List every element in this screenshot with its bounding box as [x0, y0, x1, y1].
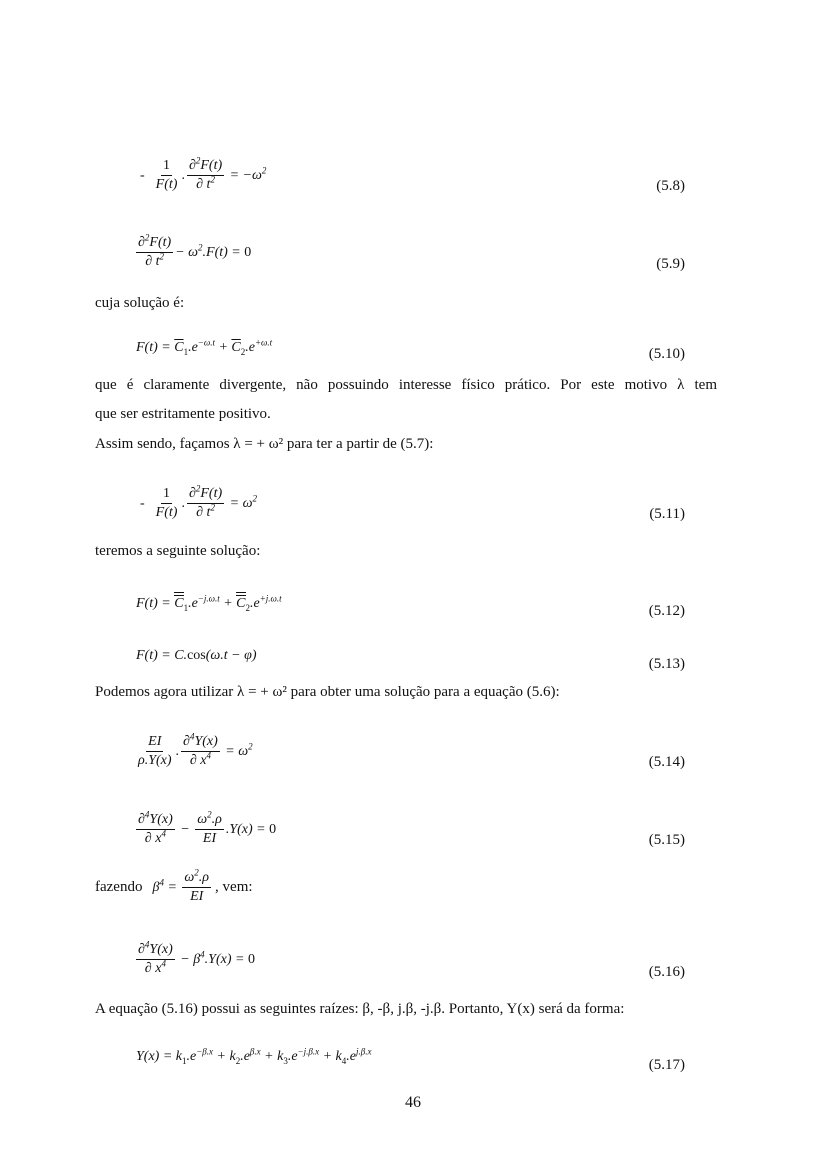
equation-number: (5.8) — [656, 178, 685, 194]
equation-5-16: $\frac{\partial^4Y(x)}{\partial x^4}$ − $\beta^4.Y(x) = 0$ — [138, 939, 255, 976]
paragraph: cuja solução é: — [95, 295, 185, 311]
equation-5-11: - $\frac{1}{F(t)}$ . $\frac{\partial^2F(t)}{\partial t^2}$ = $\omega^2$ — [140, 483, 257, 520]
paragraph: teremos a seguinte solução: — [95, 543, 261, 559]
equation-number: (5.11) — [649, 506, 685, 522]
paragraph: fazendo — [95, 879, 143, 895]
page-number: 46 — [405, 1094, 421, 1111]
paragraph: Assim sendo, façamos λ = + ω² para ter a partir de (5.7): — [95, 436, 434, 452]
equation-number: (5.15) — [648, 832, 685, 848]
equation-5-12: $F(t) = C_1.e^{-j.\omega.t} + C_2.e^{+j.\omega.t}$ — [136, 593, 282, 613]
paragraph: A equação (5.16) possui as seguintes raízes: β, -β, j.β, -j.β. Portanto, Y(x) será da forma: — [95, 1001, 625, 1017]
equation-5-13: F(t) = C.cos(ω.t − φ) — [136, 648, 257, 663]
equation-number: (5.9) — [656, 256, 685, 272]
equation-5-10: $F(t) = \overline{C}_1.e^{-\omega.t} + \overline{C}_2.e^{+\omega.t}$ — [136, 337, 273, 357]
equation-5-15: $\frac{\partial^4Y(x)}{\partial x^4}$ − $\frac{\omega^2.\rho}{EI}$ .Y(x) = 0 — [138, 809, 277, 846]
equation-5-17: $Y(x) = k_1.e^{-\beta.x} + k_2.e^{\beta.x} + k_3.e^{-j.\beta.x} + k_4.e^{j.\beta.x}$ — [136, 1046, 372, 1066]
paragraph: , vem: — [215, 879, 253, 895]
equation-5-8: - $\frac{1}{F(t)}$ . $\frac{\partial^2F(t)}{\partial t^2}$ = $-\omega^2$ — [140, 155, 267, 192]
equation-number: (5.13) — [648, 656, 685, 672]
equation-number: (5.10) — [648, 346, 685, 362]
paragraph: que ser estritamente positivo. — [95, 406, 271, 422]
equation-5-9: $\frac{\partial^2F(t)}{\partial t^2}$ − $\omega^2.F(t) = 0$ — [138, 232, 252, 269]
paragraph: que é claramente divergente, não possuindo interesse físico prático. Por este motivo λ tem — [95, 377, 717, 393]
equation-5-14: $\frac{EI}{\rho.Y(x)}$ . $\frac{\partial^4Y(x)}{\partial x^4}$ = $\omega^2$ — [138, 731, 253, 768]
equation-number: (5.14) — [648, 754, 685, 770]
definition-line: fazendo $\beta^4$ = $\frac{\omega^2.\rho}{EI}$ , vem: — [95, 867, 253, 904]
equation-number: (5.12) — [648, 603, 685, 619]
equation-number: (5.16) — [648, 964, 685, 980]
equation-number: (5.17) — [648, 1057, 685, 1073]
paragraph: Podemos agora utilizar λ = + ω² para obter uma solução para a equação (5.6): — [95, 684, 560, 700]
